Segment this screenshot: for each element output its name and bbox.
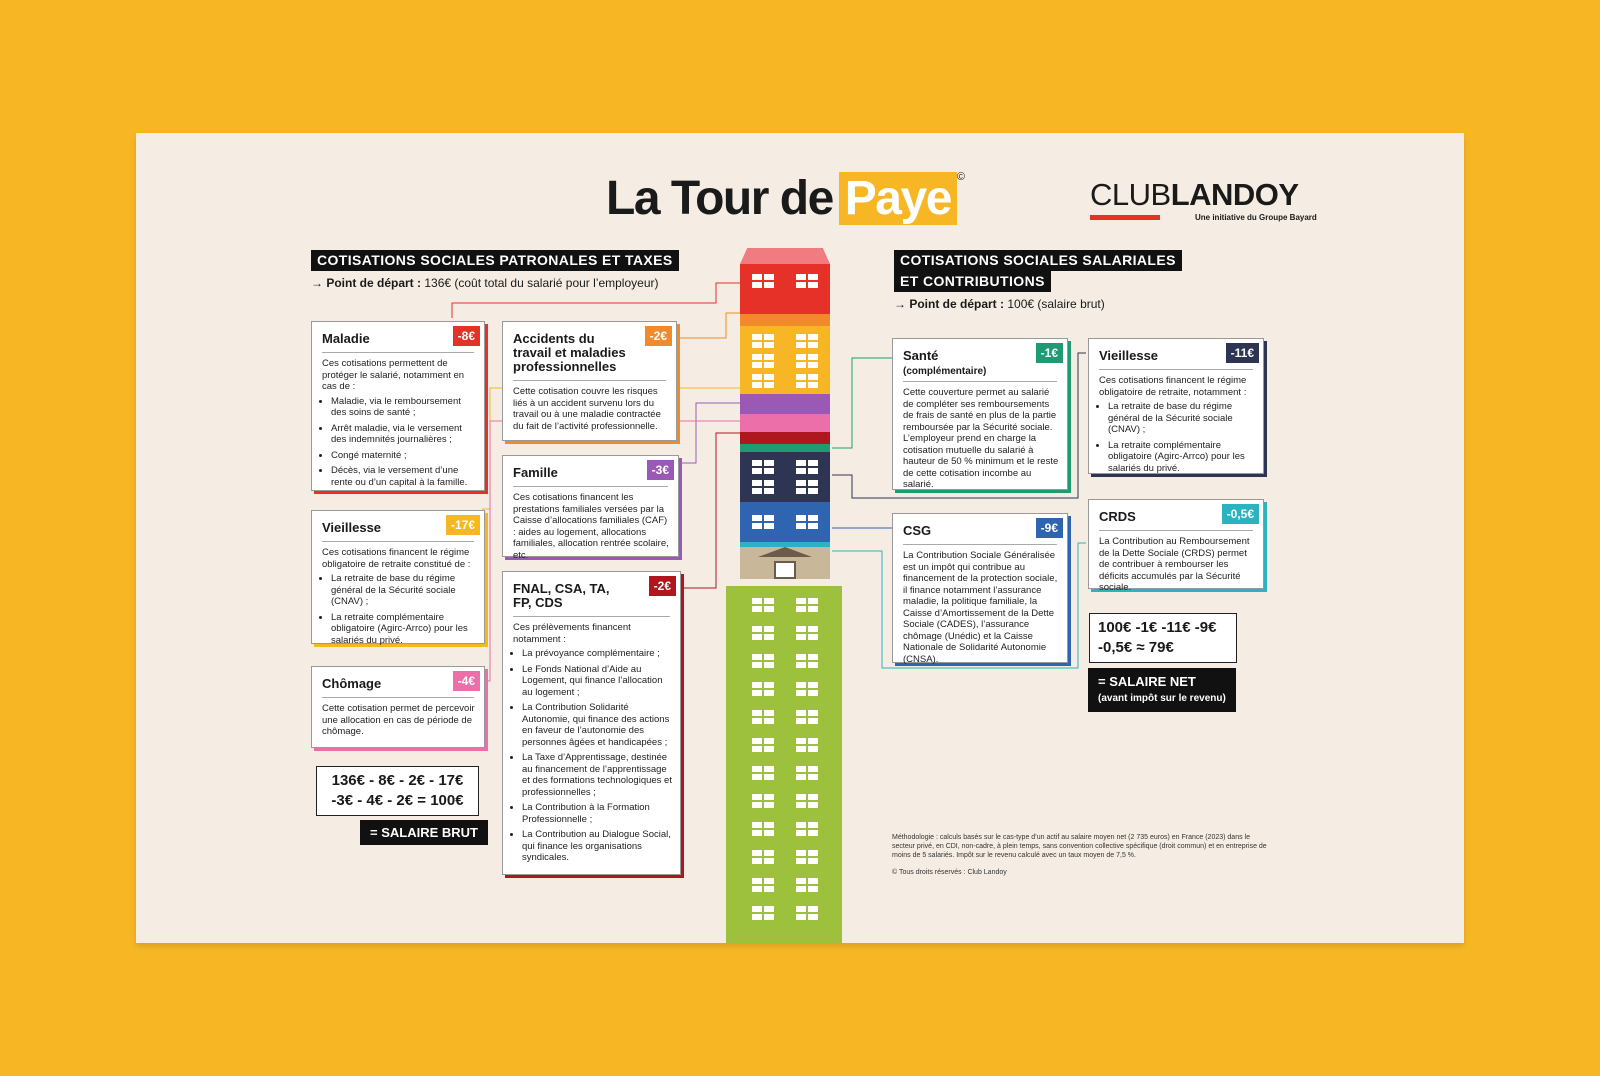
list-item: • La retraite de base du régime général de la Sécurité sociale (CNAV) ; (1108, 401, 1255, 436)
tower-floor-red (740, 264, 830, 314)
right-start-text: 100€ (salaire brut) (1007, 297, 1105, 311)
divider (322, 352, 474, 353)
salaire-net-subtext: (avant impôt sur le revenu) (1098, 693, 1226, 704)
box-famille (502, 455, 679, 561)
left-calculation (316, 766, 479, 816)
window-icon (796, 598, 818, 612)
window-icon (752, 626, 774, 640)
list-item: • La prévoyance complémentaire ; (522, 648, 672, 660)
box-vieillesse-salarial (1088, 338, 1264, 474)
box-text: Cette cotisation couvre les risques liés à un accident survenu lors du travail ou à une maladie contractée du fait de l’activité professionnelle. (513, 386, 661, 432)
amount-badge: -1€ (1036, 343, 1063, 363)
window-icon (752, 480, 774, 494)
divider (513, 616, 670, 617)
box-intro: Ces prélèvements financent notamment : (513, 622, 631, 645)
right-calculation (1089, 613, 1237, 663)
amount-badge: -11€ (1226, 343, 1259, 363)
box-title (513, 582, 610, 610)
entrance-pediment (758, 547, 812, 557)
window-icon (796, 738, 818, 752)
divider (322, 697, 474, 698)
window-icon (796, 906, 818, 920)
tower-floor-teal (740, 444, 830, 452)
box-text (1099, 375, 1255, 478)
title-copyright-mark: © (956, 171, 964, 183)
amount-badge: -9€ (1036, 518, 1063, 538)
window-icon (752, 878, 774, 892)
amount-badge: -3€ (647, 460, 674, 480)
right-heading-line1: COTISATIONS SOCIALES SALARIALES (894, 250, 1182, 271)
tower-floor-blue (740, 502, 830, 542)
calc-line: 136€ - 8€ - 2€ - 17€ (331, 772, 464, 789)
list-item: • La retraite de base du régime général de la Sécurité sociale (CNAV) ; (331, 573, 476, 608)
window-icon (752, 794, 774, 808)
box-title: CRDS (1099, 509, 1136, 524)
window-icon (752, 850, 774, 864)
window-icon (796, 274, 818, 288)
divider (903, 544, 1057, 545)
salaire-net-text: = SALAIRE NET (1098, 674, 1196, 689)
box-title-line: FP, CDS (513, 595, 563, 610)
window-icon (752, 710, 774, 724)
list-item: • Congé maternité ; (331, 450, 476, 462)
box-title: Famille (513, 465, 558, 480)
list-item: • La Contribution Solidarité Autonomie, qui finance des actions en faveur de l’autonomie des personnes âgées et handicapées ; (522, 702, 672, 748)
box-text (322, 358, 476, 492)
box-title (513, 332, 626, 374)
list-item: • La Contribution au Dialogue Social, qui finance les organisations syndicales. (522, 829, 672, 864)
list-item: • La retraite complémentaire obligatoire (Agirc-Arrco) pour les salariés du privé. (331, 612, 476, 647)
window-icon (796, 374, 818, 388)
box-text: Cette couverture permet au salarié de compléter ses remboursements de frais de santé en plus de la partie remboursée par la Sécurité sociale. L’employeur prend en charge la cotisation mutuelle du salarié à hauteur de 50 % minimum et le reste de cette cotisation incombe au salarié. (903, 387, 1059, 490)
window-icon (796, 794, 818, 808)
window-icon (796, 878, 818, 892)
window-icon (796, 334, 818, 348)
tower-floor-orange (740, 314, 830, 326)
window-icon (796, 480, 818, 494)
right-start-label: → Point de départ : (894, 297, 1005, 311)
left-start-text: 136€ (coût total du salarié pour l’employeur) (424, 276, 659, 290)
tower-roof (740, 248, 830, 264)
tower-floor-yellow (740, 326, 830, 394)
salaire-brut-label: = SALAIRE BRUT (360, 820, 488, 845)
list-item: • La Taxe d’Apprentissage, destinée au financement de l’apprentissage et des formations technologiques et professionnelles ; (522, 752, 672, 798)
tower-floor-darkred (740, 432, 830, 444)
window-icon (752, 682, 774, 696)
title-text: La Tour de (606, 172, 833, 225)
box-title: Vieillesse (1099, 348, 1159, 363)
left-section-header (311, 250, 679, 290)
calc-line: -3€ - 4€ - 2€ = 100€ (331, 792, 464, 809)
window-icon (752, 822, 774, 836)
box-title-line: FNAL, CSA, TA, (513, 581, 610, 596)
box-title-line: professionnelles (513, 359, 617, 374)
right-section-header (894, 250, 1194, 311)
box-text (513, 622, 672, 868)
window-icon (752, 460, 774, 474)
box-text (322, 547, 476, 650)
box-intro: Ces cotisations financent le régime obligatoire de retraite constitué de : (322, 547, 471, 570)
right-heading-line2: ET CONTRIBUTIONS (894, 271, 1051, 292)
list-item: • La retraite complémentaire obligatoire (Agirc-Arrco) pour les salariés du privé. (1108, 440, 1255, 475)
left-heading: COTISATIONS SOCIALES PATRONALES ET TAXES (311, 250, 679, 271)
amount-badge: -4€ (453, 671, 480, 691)
tower-floor-navy (740, 452, 830, 502)
window-icon (752, 334, 774, 348)
entrance-door (774, 561, 796, 579)
poster (136, 133, 1464, 943)
box-title: CSG (903, 523, 932, 538)
window-icon (752, 598, 774, 612)
window-icon (796, 766, 818, 780)
list-item: • Arrêt maladie, via le versement des indemnités journalières ; (331, 423, 476, 446)
box-title: Vieillesse (322, 520, 382, 535)
logo-landoy: LANDOY (1170, 177, 1299, 212)
copyright-note: © Tous droits réservés : Club Landoy (892, 869, 1007, 876)
tower-floor-pink (740, 414, 830, 432)
window-icon (796, 460, 818, 474)
divider (903, 381, 1057, 382)
box-title: Chômage (322, 676, 382, 691)
left-start-point (311, 276, 679, 290)
window-icon (796, 850, 818, 864)
amount-badge: -17€ (446, 515, 480, 535)
left-start-label: → Point de départ : (311, 276, 422, 290)
box-title (903, 349, 986, 379)
logo-bar (1090, 215, 1160, 220)
logo-tagline: Une initiative du Groupe Bayard (1195, 213, 1317, 222)
box-title: Maladie (322, 331, 370, 346)
box-intro: Ces cotisations permettent de protéger le salarié, notamment en cas de : (322, 358, 465, 392)
box-intro: Ces cotisations financent le régime obligatoire de retraite, notamment : (1099, 375, 1247, 398)
window-icon (752, 374, 774, 388)
box-title-line: Accidents du (513, 331, 595, 346)
window-icon (796, 626, 818, 640)
list-item: • Décès, via le versement d’une rente ou d’un capital à la famille. (331, 465, 476, 488)
tower-entrance (740, 547, 830, 579)
salaire-net-label (1088, 668, 1236, 712)
list-item: • La Contribution à la Formation Professionnelle ; (522, 802, 672, 825)
box-title-line: travail et maladies (513, 345, 626, 360)
window-icon (752, 515, 774, 529)
calc-line: 100€ -1€ -11€ -9€ (1098, 619, 1217, 636)
box-maladie (311, 321, 485, 491)
calc-line: -0,5€ ≈ 79€ (1098, 639, 1174, 656)
right-start-point (894, 297, 1194, 311)
amount-badge: -8€ (453, 326, 480, 346)
pay-tower (726, 248, 846, 943)
box-text: Cette cotisation permet de percevoir une allocation en cas de période de chômage. (322, 703, 475, 737)
box-fnal (502, 571, 681, 875)
divider (513, 380, 666, 381)
tower-floor-green (726, 586, 842, 943)
amount-badge: -0,5€ (1222, 504, 1259, 524)
window-icon (796, 354, 818, 368)
divider (1099, 530, 1253, 531)
window-icon (752, 766, 774, 780)
box-csg (892, 513, 1068, 663)
box-accidents (502, 321, 677, 441)
amount-badge: -2€ (645, 326, 672, 346)
divider (513, 486, 668, 487)
title-highlight: Paye (839, 172, 957, 225)
club-landoy-logo (1090, 177, 1317, 222)
window-icon (796, 515, 818, 529)
box-text: La Contribution Sociale Généralisée est un impôt qui contribue au financement de la protection sociale, il finance notamment l’assurance maladie, la politique familiale, la Caisse d’Amortissement de la Dette Sociale (CADES), l’assurance chômage (Unédic) et la Caisse Nationale de Solidarité Autonomie (CNSA). (903, 550, 1058, 665)
amount-badge: -2€ (649, 576, 676, 596)
methodology-note: Méthodologie : calculs basés sur le cas-type d’un actif au salaire moyen net (2 735 euros) en France (2023) dans le secteur privé, en CDI, non-cadre, à plein temps, sans convention collective spécifique (droit commun) et en entreprise de moins de 5 salariés. Impôt sur le revenu calculé avec un taux moyen de 7,5 %. (892, 834, 1267, 859)
window-icon (796, 682, 818, 696)
box-crds (1088, 499, 1264, 593)
box-text: Ces cotisations financent les prestations familiales versées par la Caisse d’allocations familiales (CAF) : aides au logement, allocations familiales, allocation rentrée scolaire, etc. (513, 492, 669, 561)
tower-floor-purple (740, 394, 830, 414)
list-item: • Le Fonds National d’Aide au Logement, qui finance l’allocation au logement ; (522, 664, 672, 699)
window-icon (796, 822, 818, 836)
box-vieillesse-patronal (311, 510, 485, 644)
logo-club: CLUB (1090, 177, 1171, 212)
box-text: La Contribution au Remboursement de la Dette Sociale (CRDS) permet de contribuer à rembourser les déficits accumulés par la Sécurité sociale. (1099, 536, 1250, 593)
window-icon (752, 738, 774, 752)
divider (322, 541, 474, 542)
window-icon (752, 354, 774, 368)
poster-title (606, 171, 964, 226)
box-sante (892, 338, 1068, 490)
window-icon (752, 906, 774, 920)
list-item: • Maladie, via le remboursement des soins de santé ; (331, 396, 476, 419)
window-icon (752, 274, 774, 288)
box-chomage (311, 666, 485, 748)
divider (1099, 369, 1253, 370)
window-icon (796, 654, 818, 668)
box-title-main: Santé (903, 348, 939, 363)
box-subtitle: (complémentaire) (903, 366, 987, 377)
window-icon (752, 654, 774, 668)
window-icon (796, 710, 818, 724)
